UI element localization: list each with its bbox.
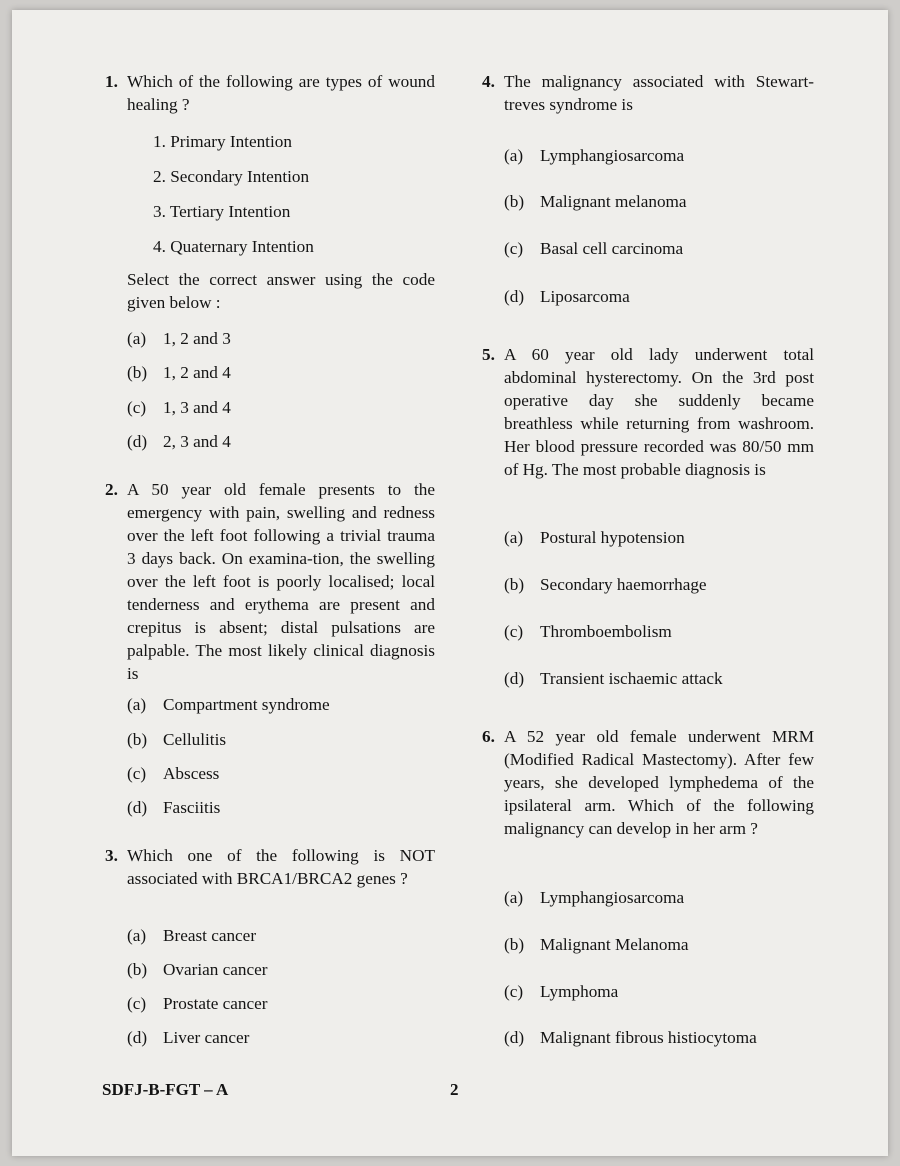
option-label: (b)	[504, 575, 525, 594]
option-text: Postural hypotension	[540, 528, 685, 547]
option-label: (a)	[504, 146, 524, 165]
question-number: 1.	[105, 72, 118, 91]
question-number: 6.	[482, 727, 495, 746]
option-label: (a)	[504, 888, 524, 907]
option-label: (a)	[504, 528, 524, 547]
option-text: 1, 2 and 4	[163, 363, 231, 382]
list-item: 3. Tertiary Intention	[153, 202, 291, 221]
option-text: Basal cell carcinoma	[540, 239, 684, 258]
question-text: Which of the following are types of wound healing ?	[127, 72, 435, 114]
question-number: 2.	[105, 480, 118, 499]
option-label: (b)	[127, 363, 148, 382]
question-text: A 60 year old lady underwent total abdominal hysterectomy. On the 3rd post operative day she suddenly became breathless while returning from washroom. Her blood pressure recorded was 80/50 mm of Hg. The most probable diagnosis is	[504, 345, 814, 479]
option-text: 1, 3 and 4	[163, 398, 231, 417]
option-text: Lymphangiosarcoma	[540, 888, 685, 907]
question-instruction: Select the correct answer using the code given below :	[127, 270, 435, 312]
question-6	[482, 725, 814, 840]
option-text: Liver cancer	[163, 1028, 250, 1047]
list-item: 1. Primary Intention	[153, 132, 292, 151]
option-label: (c)	[504, 622, 524, 641]
option-text: 2, 3 and 4	[163, 432, 231, 451]
option-label: (b)	[127, 730, 148, 749]
exam-page	[12, 10, 888, 1156]
option-label: (a)	[127, 329, 147, 348]
option-label: (c)	[127, 994, 147, 1013]
option-text: Malignant melanoma	[540, 192, 687, 211]
option-text: Malignant Melanoma	[540, 935, 689, 954]
option-text: 1, 2 and 3	[163, 329, 231, 348]
list-item: 2. Secondary Intention	[153, 167, 310, 186]
question-2	[105, 478, 435, 685]
option-label: (c)	[504, 982, 524, 1001]
option-text: Compartment syndrome	[163, 695, 330, 714]
option-label: (d)	[127, 432, 148, 451]
option-text: Cellulitis	[163, 730, 227, 749]
page-number: 2	[450, 1080, 459, 1099]
option-label: (c)	[127, 764, 147, 783]
option-label: (d)	[504, 287, 525, 306]
option-text: Fasciitis	[163, 798, 221, 817]
option-label: (d)	[127, 798, 148, 817]
list-item: 4. Quaternary Intention	[153, 237, 314, 256]
option-text: Breast cancer	[163, 926, 257, 945]
option-label: (a)	[127, 926, 147, 945]
option-text: Abscess	[163, 764, 220, 783]
question-text: The malignancy associated with Stewart-treves syndrome is	[504, 72, 814, 114]
question-text: A 50 year old female presents to the emergency with pain, swelling and redness over the left foot following a trivial trauma 3 days back. On examina-tion, the swelling over the left foot is poorly localised; local tenderness and erythema are present and crepitus is absent; distal pulsations are palpable. The most likely clinical diagnosis is	[127, 480, 435, 683]
option-text: Liposarcoma	[540, 287, 630, 306]
option-text: Thromboembolism	[540, 622, 672, 641]
question-4	[482, 70, 814, 116]
option-label: (d)	[127, 1028, 148, 1047]
option-label: (a)	[127, 695, 147, 714]
option-text: Malignant fibrous histiocytoma	[540, 1028, 757, 1047]
question-number: 3.	[105, 846, 118, 865]
option-label: (b)	[504, 192, 525, 211]
question-1	[105, 70, 435, 116]
option-label: (d)	[504, 1028, 525, 1047]
option-text: Prostate cancer	[163, 994, 268, 1013]
question-number: 4.	[482, 72, 495, 91]
option-label: (c)	[504, 239, 524, 258]
option-label: (b)	[504, 935, 525, 954]
option-text: Ovarian cancer	[163, 960, 268, 979]
question-3	[105, 844, 435, 890]
option-text: Lymphangiosarcoma	[540, 146, 685, 165]
option-label: (c)	[127, 398, 147, 417]
option-label: (d)	[504, 669, 525, 688]
option-text: Lymphoma	[540, 982, 619, 1001]
question-5	[482, 343, 814, 481]
question-number: 5.	[482, 345, 495, 364]
option-label: (b)	[127, 960, 148, 979]
question-text: A 52 year old female underwent MRM (Modified Radical Mastectomy). After few years, she developed lymphedema of the ipsilateral arm. Which of the following malignancy can develop in her arm ?	[504, 727, 814, 838]
option-text: Transient ischaemic attack	[540, 669, 723, 688]
booklet-code: SDFJ-B-FGT – A	[102, 1080, 229, 1099]
question-text: Which one of the following is NOT associated with BRCA1/BRCA2 genes ?	[127, 846, 435, 888]
option-text: Secondary haemorrhage	[540, 575, 707, 594]
